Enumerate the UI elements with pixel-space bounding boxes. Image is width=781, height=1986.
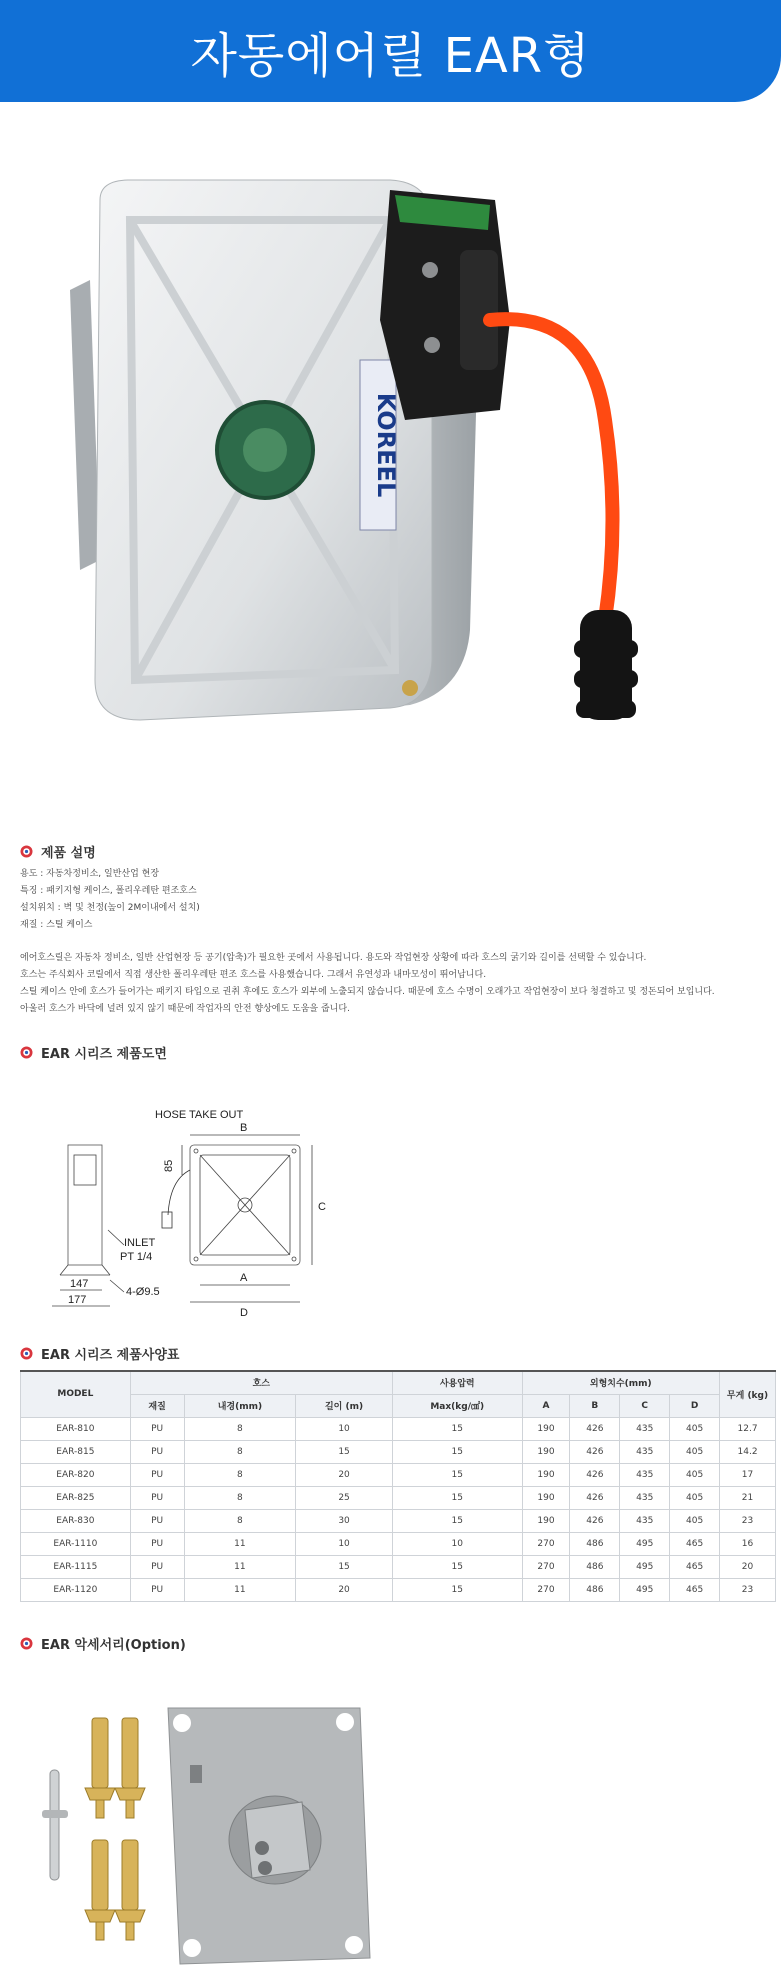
table-cell: 23 xyxy=(720,1509,776,1532)
label-d: D xyxy=(240,1307,248,1319)
table-cell: 426 xyxy=(570,1509,620,1532)
target-bullet-icon xyxy=(20,1637,33,1650)
target-bullet-icon xyxy=(20,1347,33,1360)
header-b: B xyxy=(570,1394,620,1417)
spec-line: 설치위치 : 벽 및 천정(높이 2M이내에서 설치) xyxy=(20,903,200,913)
label-177: 177 xyxy=(68,1294,87,1306)
header-a: A xyxy=(522,1394,570,1417)
table-cell: EAR-1120 xyxy=(21,1578,131,1601)
header-max-pressure: Max(kg/㎠) xyxy=(392,1394,522,1417)
table-cell: 190 xyxy=(522,1463,570,1486)
label-inlet: INLET xyxy=(124,1237,156,1249)
table-cell: 465 xyxy=(670,1532,720,1555)
table-cell: 426 xyxy=(570,1417,620,1440)
table-cell: 405 xyxy=(670,1440,720,1463)
table-cell: 8 xyxy=(184,1463,296,1486)
spec-list xyxy=(20,866,200,934)
table-cell: 270 xyxy=(522,1578,570,1601)
table-cell: 15 xyxy=(296,1440,393,1463)
table-row xyxy=(21,1532,776,1555)
section-title: 제품 설명 xyxy=(41,846,96,861)
description-line: 에어호스릴은 자동차 정비소, 일반 산업현장 등 공기(압축)가 필요한 곳에서 사용됩니다. 용도와 작업현장 상황에 따라 호스의 굵기와 길이를 선택할 수 있습니다. xyxy=(20,953,647,963)
label-pt: PT 1/4 xyxy=(120,1251,153,1263)
header-material: 재질 xyxy=(130,1394,184,1417)
table-cell: 435 xyxy=(620,1440,670,1463)
table-cell: 465 xyxy=(670,1555,720,1578)
table-cell: EAR-830 xyxy=(21,1509,131,1532)
page-title: 자동에어릴 EAR형 xyxy=(190,27,591,84)
table-cell: 270 xyxy=(522,1532,570,1555)
table-row xyxy=(21,1440,776,1463)
table-cell: 11 xyxy=(184,1578,296,1601)
title-banner xyxy=(0,0,781,102)
table-cell: 20 xyxy=(296,1463,393,1486)
section-heading-table xyxy=(20,1344,179,1363)
air-reel-product-image xyxy=(60,160,680,780)
table-cell: 405 xyxy=(670,1463,720,1486)
table-cell: 12.7 xyxy=(720,1417,776,1440)
table-cell: EAR-1115 xyxy=(21,1555,131,1578)
table-cell: PU xyxy=(130,1440,184,1463)
section-title: EAR 악세서리(Option) xyxy=(41,1638,186,1653)
table-cell: 495 xyxy=(620,1532,670,1555)
label-85: 85 xyxy=(163,1159,175,1172)
section-title: EAR 시리즈 제품도면 xyxy=(41,1047,167,1062)
table-cell: 270 xyxy=(522,1555,570,1578)
table-cell: 15 xyxy=(392,1417,522,1440)
table-cell: EAR-825 xyxy=(21,1486,131,1509)
table-cell: 30 xyxy=(296,1509,393,1532)
table-row xyxy=(21,1486,776,1509)
table-cell: 21 xyxy=(720,1486,776,1509)
table-cell: 15 xyxy=(392,1509,522,1532)
table-cell: 8 xyxy=(184,1509,296,1532)
table-cell: 23 xyxy=(720,1578,776,1601)
table-row xyxy=(21,1463,776,1486)
target-bullet-icon xyxy=(20,1046,33,1059)
table-cell: EAR-820 xyxy=(21,1463,131,1486)
table-cell: 15 xyxy=(392,1578,522,1601)
table-row xyxy=(21,1417,776,1440)
table-cell: 11 xyxy=(184,1532,296,1555)
header-weight: 무게 (kg) xyxy=(720,1371,776,1417)
spec-table-body xyxy=(21,1417,776,1601)
table-cell: 15 xyxy=(392,1486,522,1509)
table-cell: 426 xyxy=(570,1440,620,1463)
table-cell: 8 xyxy=(184,1486,296,1509)
table-cell: 15 xyxy=(392,1440,522,1463)
spec-line: 용도 : 자동차정비소, 일반산업 현장 xyxy=(20,869,160,879)
label-hole: 4-Ø9.5 xyxy=(126,1286,160,1298)
header-dimensions: 외형치수(mm) xyxy=(522,1371,720,1394)
table-cell: PU xyxy=(130,1509,184,1532)
table-cell: 16 xyxy=(720,1532,776,1555)
table-cell: 435 xyxy=(620,1417,670,1440)
description-line: 아울러 호스가 바닥에 널려 있지 않기 때문에 작업자의 안전 향상에도 도움을 줍니다. xyxy=(20,1004,350,1014)
table-cell: 190 xyxy=(522,1440,570,1463)
table-cell: 190 xyxy=(522,1417,570,1440)
description-paragraph xyxy=(20,950,715,1018)
table-cell: 435 xyxy=(620,1509,670,1532)
table-cell: 20 xyxy=(720,1555,776,1578)
table-cell: 426 xyxy=(570,1486,620,1509)
table-cell: PU xyxy=(130,1486,184,1509)
table-row xyxy=(21,1509,776,1532)
header-d: D xyxy=(670,1394,720,1417)
label-b: B xyxy=(240,1122,248,1134)
table-cell: 17 xyxy=(720,1463,776,1486)
header-length: 길이 (m) xyxy=(296,1394,393,1417)
section-heading-description xyxy=(20,842,96,861)
table-cell: EAR-810 xyxy=(21,1417,131,1440)
section-heading-accessory xyxy=(20,1634,186,1653)
target-bullet-icon xyxy=(20,845,33,858)
table-row xyxy=(21,1578,776,1601)
header-model: MODEL xyxy=(21,1371,131,1417)
table-cell: 405 xyxy=(670,1509,720,1532)
header-hose: 호스 xyxy=(130,1371,392,1394)
brand-logo-text: KOREEL xyxy=(372,392,400,498)
table-cell: 465 xyxy=(670,1578,720,1601)
table-cell: 405 xyxy=(670,1486,720,1509)
table-cell: 8 xyxy=(184,1417,296,1440)
header-pressure: 사용압력 xyxy=(392,1371,522,1394)
table-cell: 20 xyxy=(296,1578,393,1601)
table-cell: EAR-815 xyxy=(21,1440,131,1463)
table-cell: PU xyxy=(130,1417,184,1440)
label-c: C xyxy=(318,1201,326,1213)
table-cell: 486 xyxy=(570,1578,620,1601)
table-cell: PU xyxy=(130,1463,184,1486)
table-row xyxy=(21,1555,776,1578)
table-cell: 11 xyxy=(184,1555,296,1578)
header-inner-dia: 내경(mm) xyxy=(184,1394,296,1417)
label-147: 147 xyxy=(70,1278,89,1290)
table-cell: 8 xyxy=(184,1440,296,1463)
table-cell: 435 xyxy=(620,1486,670,1509)
section-title: EAR 시리즈 제품사양표 xyxy=(41,1348,180,1363)
header-c: C xyxy=(620,1394,670,1417)
table-cell: EAR-1110 xyxy=(21,1532,131,1555)
table-cell: 495 xyxy=(620,1578,670,1601)
table-cell: 486 xyxy=(570,1532,620,1555)
table-cell: 486 xyxy=(570,1555,620,1578)
table-cell: 10 xyxy=(296,1532,393,1555)
table-cell: PU xyxy=(130,1555,184,1578)
table-cell: 495 xyxy=(620,1555,670,1578)
table-cell: 15 xyxy=(296,1555,393,1578)
table-cell: PU xyxy=(130,1532,184,1555)
table-cell: 426 xyxy=(570,1463,620,1486)
mounting-bracket-image xyxy=(40,1690,380,1980)
label-hose-take-out: HOSE TAKE OUT xyxy=(155,1109,244,1121)
label-a: A xyxy=(240,1272,248,1284)
table-cell: 405 xyxy=(670,1417,720,1440)
table-cell: 190 xyxy=(522,1509,570,1532)
table-cell: 10 xyxy=(296,1417,393,1440)
table-cell: 25 xyxy=(296,1486,393,1509)
spec-line: 특징 : 패키지형 케이스, 폴리우레탄 편조호스 xyxy=(20,886,197,896)
table-cell: 10 xyxy=(392,1532,522,1555)
table-cell: 15 xyxy=(392,1463,522,1486)
technical-drawing xyxy=(50,1080,370,1320)
table-cell: 15 xyxy=(392,1555,522,1578)
description-line: 호스는 주식회사 코릴에서 직접 생산한 폴리우레탄 편조 호스를 사용했습니다. 그래서 유연성과 내마모성이 뛰어납니다. xyxy=(20,970,487,980)
spec-line: 재질 : 스틸 케이스 xyxy=(20,920,93,930)
spec-table xyxy=(20,1370,776,1602)
table-cell: 14.2 xyxy=(720,1440,776,1463)
table-cell: 435 xyxy=(620,1463,670,1486)
description-line: 스틸 케이스 안에 호스가 들어가는 패키지 타입으로 권취 후에도 호스가 외부에 노출되지 않습니다. 때문에 호스 수명이 오래가고 작업현장이 보다 청결하고 및 정돈되어 보입니다. xyxy=(20,987,715,997)
section-heading-drawing xyxy=(20,1043,167,1062)
table-cell: PU xyxy=(130,1578,184,1601)
table-cell: 190 xyxy=(522,1486,570,1509)
